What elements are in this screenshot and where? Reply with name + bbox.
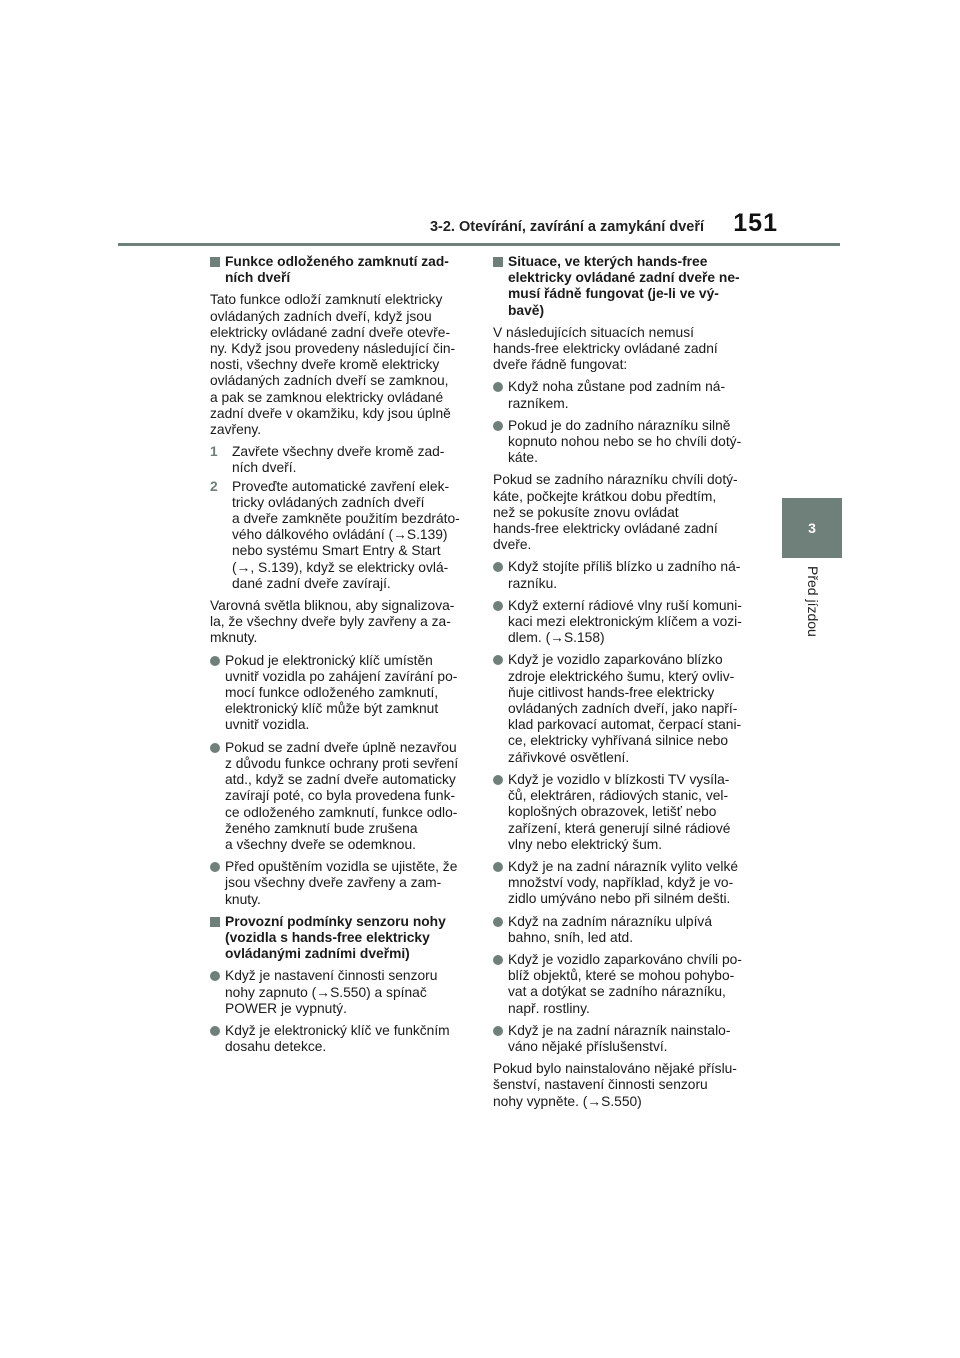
text-line: Když externí rádiové vlny ruší komuni-	[508, 597, 742, 613]
text-line: ňuje citlivost hands-free elektricky	[508, 684, 715, 700]
text-line: Pokud se zadní dveře úplně nezavřou	[225, 739, 457, 755]
bullet-dot-icon	[493, 421, 503, 431]
text-line: ženého zamknutí bude zrušena	[225, 820, 418, 836]
left-column	[210, 254, 468, 1061]
text-line: uvnitř vozidla po zahájení zavírání po-	[225, 668, 458, 684]
step-item	[210, 479, 468, 592]
text-line: Když je elektronický klíč ve funkčním	[225, 1022, 450, 1038]
text-line: V následujících situacích nemusí	[493, 324, 694, 340]
bullet-dot-icon	[493, 917, 503, 927]
text-line: Když na zadním nárazníku ulpívá	[508, 913, 713, 929]
text-line: klad parkovací automat, čerpací stani-	[508, 717, 742, 733]
text-line: zářivkové osvětlení.	[508, 749, 630, 765]
paragraph	[493, 325, 755, 374]
bullet-item	[210, 968, 468, 1017]
bullet-item	[493, 652, 755, 765]
heading-delayed-lock	[210, 254, 468, 286]
text-line: vého dálkového ovládání (→S.139)	[232, 527, 448, 543]
bullet-item	[493, 559, 755, 591]
text-line: káte, počkejte krátkou dobu předtím,	[493, 488, 717, 504]
step-item	[210, 444, 468, 476]
text-line: Varovná světla bliknou, aby signalizova-	[210, 598, 455, 614]
chapter-side-label	[802, 566, 824, 656]
text-line: zidlo umýváno nebo při silném dešti.	[508, 891, 731, 907]
text-line: a dveře zamkněte použitím bezdráto-	[232, 511, 460, 527]
right-column	[493, 254, 755, 1116]
text-line: množství vody, například, když je vo-	[508, 875, 734, 891]
text-line: koplošných obrazovek, letišť nebo	[508, 804, 717, 820]
text-line: Pokud se zadního nárazníku chvíli dotý-	[493, 472, 738, 488]
bullet-dot-icon	[493, 382, 503, 392]
text-line: ny. Když jsou provedeny následující čin-	[210, 341, 456, 357]
text-line: čů, elektráren, rádiových stanic, vel-	[508, 788, 729, 804]
text-line: kopnuto nohou nebo se ho chvíli dotý-	[508, 434, 742, 450]
text-line: zařízení, která generují silné rádiové	[508, 820, 731, 836]
paragraph	[210, 292, 468, 438]
bullet-dot-icon	[493, 562, 503, 572]
bullet-dot-icon	[210, 862, 220, 872]
text-line: váno nějaké příslušenství.	[508, 1038, 668, 1054]
bullet-dot-icon	[210, 1026, 220, 1036]
text-line: dosahu detekce.	[225, 1039, 327, 1055]
text-line: (vozidla s hands-free elektricky	[225, 929, 430, 945]
text-line: Proveďte automatické zavření elek-	[232, 478, 450, 494]
header-divider	[118, 243, 840, 246]
text-line: blíž objektů, které se mohou pohybo-	[508, 968, 735, 984]
text-line: ovládaných zadních dveří, když jsou	[210, 308, 432, 324]
heading-square-icon	[493, 257, 503, 267]
text-line: hands-free elektricky ovládané zadní	[493, 341, 718, 357]
text-line: elektronický klíč může být zamknut	[225, 701, 439, 717]
text-line: elektricky ovládané zadní dveře otevře-	[210, 324, 451, 340]
bullet-dot-icon	[493, 655, 503, 665]
bullet-item	[210, 1023, 468, 1055]
text-line: Když je na zadní nárazník nainstalo-	[508, 1022, 731, 1038]
text-line: Tato funkce odloží zamknutí elektricky	[210, 292, 443, 308]
text-line: Provozní podmínky senzoru nohy	[225, 913, 446, 929]
text-line: a pak se zamknou elektricky ovládané	[210, 389, 444, 405]
text-line: nohy vypněte. (→S.550)	[493, 1093, 642, 1109]
text-line: než se pokusíte znovu ovládat	[493, 504, 679, 520]
bullet-item	[493, 952, 755, 1017]
text-line: Situace, ve kterých hands-free	[508, 254, 708, 269]
text-line: (→, S.139), když se elektricky ovlá-	[232, 559, 449, 575]
text-line: Funkce odloženého zamknutí zad-	[225, 254, 449, 269]
heading-hands-free-situations	[493, 254, 755, 319]
text-line: tricky ovládaných zadních dveří	[232, 494, 425, 510]
text-line: Když je nastavení činnosti senzoru	[225, 968, 438, 984]
bullet-dot-icon	[210, 656, 220, 666]
text-line: razníkem.	[508, 395, 569, 411]
bullet-item	[210, 653, 468, 734]
text-line: ních dveří	[225, 270, 291, 286]
text-line: Když je na zadní nárazník vylito velké	[508, 858, 739, 874]
text-line: Když je vozidlo zaparkováno chvíli po-	[508, 951, 742, 967]
text-line: nohy zapnuto (→S.550) a spínač	[225, 984, 427, 1000]
text-line: Před opuštěním vozidla se ujistěte, že	[225, 859, 458, 875]
text-line: Pokud bylo nainstalováno nějaké příslu-	[493, 1061, 737, 1077]
text-line: Když stojíte příliš blízko u zadního ná-	[508, 559, 741, 575]
text-line: zavřeny.	[210, 422, 262, 438]
text-line: mknuty.	[210, 630, 258, 646]
bullet-item	[210, 859, 468, 908]
text-line: dveře.	[493, 537, 532, 553]
text-line: např. rostliny.	[508, 1000, 590, 1016]
text-line: POWER je vypnutý.	[225, 1000, 347, 1016]
text-line: ce, elektricky vyhřívaná silnice nebo	[508, 733, 729, 749]
text-line: Když noha zůstane pod zadním ná-	[508, 379, 726, 395]
text-line: vat a dotýkat se zadního nárazníku,	[508, 984, 726, 1000]
text-line: dlem. (→S.158)	[508, 630, 605, 646]
bullet-dot-icon	[493, 775, 503, 785]
bullet-item	[493, 418, 755, 467]
text-line: razníku.	[508, 575, 558, 591]
paragraph	[210, 598, 468, 647]
bullet-item	[493, 1023, 755, 1055]
text-line: káte.	[508, 450, 538, 466]
text-line: a všechny dveře se odemknou.	[225, 836, 416, 852]
text-line: jsou všechny dveře zavřeny a zam-	[225, 875, 442, 891]
bullet-item	[493, 772, 755, 853]
bullet-dot-icon	[493, 862, 503, 872]
text-line: ovládanými zadními dveřmi)	[225, 946, 410, 962]
chapter-label: Před jízdou	[805, 566, 821, 637]
text-line: elektricky ovládané zadní dveře ne-	[508, 270, 740, 286]
text-line: knuty.	[225, 891, 261, 907]
page-number: 151	[733, 209, 778, 237]
text-line: ních dveří.	[232, 460, 297, 476]
text-line: bahno, sníh, led atd.	[508, 929, 634, 945]
paragraph	[493, 1061, 755, 1110]
text-line: z důvodu funkce ochrany proti sevření	[225, 755, 459, 771]
text-line: ce odloženého zamknutí, funkce odlo-	[225, 804, 458, 820]
text-line: ovládaných zadních dveří se zamknou,	[210, 373, 449, 389]
text-line: šenství, nastavení činnosti senzoru	[493, 1077, 708, 1093]
text-line: dané zadní dveře zavírají.	[232, 575, 391, 591]
text-line: zdroje elektrického šumu, který ovliv-	[508, 668, 735, 684]
text-line: Pokud je do zadního nárazníku silně	[508, 417, 731, 433]
text-line: uvnitř vozidla.	[225, 717, 310, 733]
bullet-item	[493, 914, 755, 946]
bullet-item	[493, 379, 755, 411]
bullet-dot-icon	[493, 1026, 503, 1036]
text-line: Když je vozidlo zaparkováno blízko	[508, 652, 723, 668]
text-line: nosti, všechny dveře kromě elektricky	[210, 357, 440, 373]
text-line: Když je vozidlo v blízkosti TV vysíla-	[508, 771, 730, 787]
step-number: 2	[210, 478, 218, 494]
bullet-item	[210, 740, 468, 853]
text-line: ovládaných zadních dveří, jako napří-	[508, 701, 738, 717]
chapter-number: 3	[808, 520, 816, 536]
text-line: dveře řádně fungovat:	[493, 357, 628, 373]
bullet-item	[493, 859, 755, 908]
bullet-dot-icon	[493, 955, 503, 965]
heading-square-icon	[210, 257, 220, 267]
heading-foot-sensor	[210, 914, 468, 963]
text-line: Zavřete všechny dveře kromě zad-	[232, 444, 445, 460]
text-line: atd., když se zadní dveře automaticky	[225, 772, 456, 788]
text-line: Pokud je elektronický klíč umístěn	[225, 652, 433, 668]
text-line: mocí funkce odloženého zamknutí,	[225, 685, 439, 701]
bullet-dot-icon	[210, 971, 220, 981]
bullet-item	[493, 598, 755, 647]
text-line: musí řádně fungovat (je-li ve vý-	[508, 286, 719, 302]
section-title: 3-2. Otevírání, zavírání a zamykání dveří	[429, 219, 704, 235]
text-line: zadní dveře v okamžiku, kdy jsou úplně	[210, 405, 451, 421]
step-number: 1	[210, 444, 218, 460]
text-line: zavírají poté, co byla provedena funk-	[225, 788, 456, 804]
heading-square-icon	[210, 917, 220, 927]
text-line: nebo systému Smart Entry & Start	[232, 543, 441, 559]
text-line: la, že všechny dveře byly zavřeny a za-	[210, 614, 451, 630]
chapter-tab[interactable]	[782, 498, 842, 558]
bullet-dot-icon	[493, 601, 503, 611]
text-line: vlny nebo elektrický šum.	[508, 836, 663, 852]
bullet-dot-icon	[210, 743, 220, 753]
text-line: bavě)	[508, 302, 545, 318]
paragraph	[493, 472, 755, 553]
text-line: kaci mezi elektronickým klíčem a vozi-	[508, 614, 742, 630]
text-line: hands-free elektricky ovládané zadní	[493, 521, 718, 537]
